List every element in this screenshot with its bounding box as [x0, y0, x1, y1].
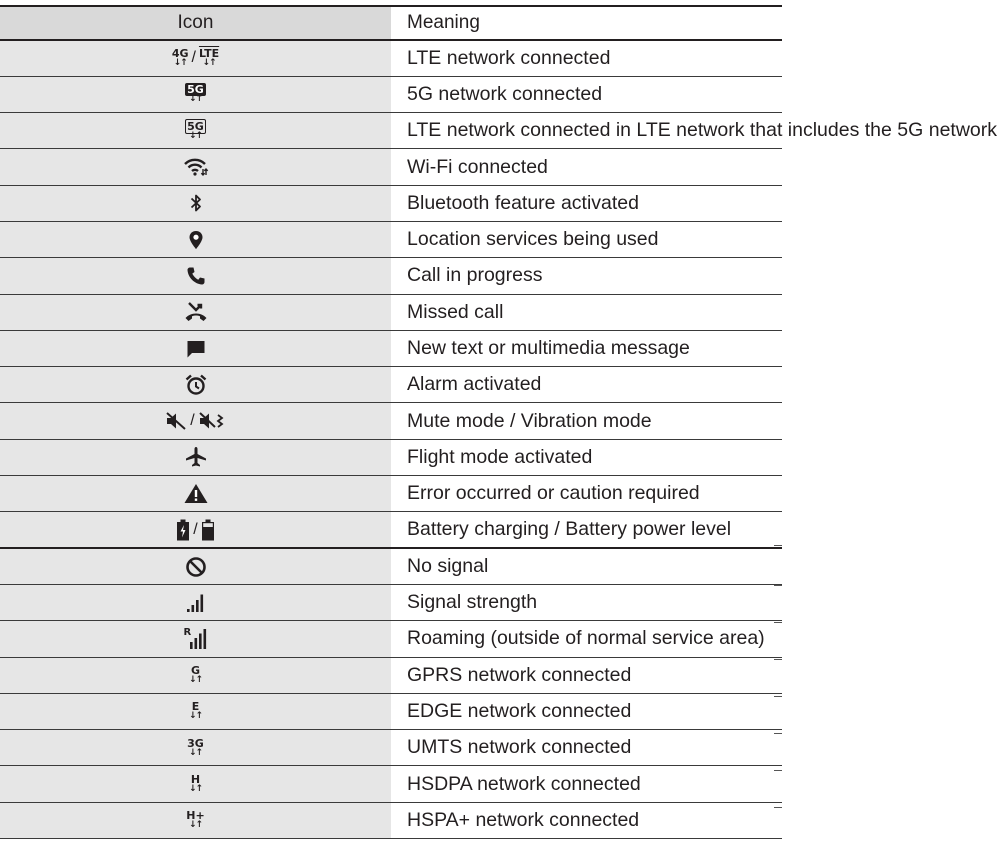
- call-icon: [186, 266, 206, 286]
- edge-tick: [774, 770, 782, 771]
- table-row: [0, 730, 782, 766]
- table-row: [0, 476, 782, 512]
- table-row: [0, 802, 782, 838]
- edge-tick: [774, 696, 782, 697]
- edge-tick: [774, 545, 782, 546]
- table-row: [0, 693, 782, 729]
- edge-tick: [774, 622, 782, 623]
- vibrate-icon: [198, 411, 226, 431]
- row-meaning: Bluetooth feature activated: [391, 185, 782, 221]
- table-header-row: [0, 6, 782, 40]
- 4g-lte-icon: 4G ↓↑ / $\overline{LTE}$ ↓↑: [0, 40, 391, 76]
- table-row: [0, 185, 782, 221]
- gprs-icon: G ↓↑: [0, 657, 391, 693]
- table-row: [0, 439, 782, 475]
- row-meaning: Roaming (outside of normal service area): [391, 621, 782, 657]
- table-row: / Mute mode / Vibration mode: [0, 403, 782, 439]
- table-row: / Battery charging / Battery power level: [0, 512, 782, 548]
- message-icon: [186, 339, 206, 359]
- location-icon: [188, 230, 204, 250]
- table-row: [0, 330, 782, 366]
- hsdpa-icon: H ↓↑: [0, 766, 391, 802]
- table-row: [0, 367, 782, 403]
- table-row: [0, 149, 782, 185]
- bluetooth-icon: [189, 193, 203, 213]
- airplane-icon: [185, 446, 207, 468]
- table-row: [0, 113, 782, 149]
- row-meaning: Mute mode / Vibration mode: [391, 403, 782, 439]
- battery-charging-icon: [176, 519, 190, 541]
- table-row: [0, 584, 782, 620]
- row-meaning: UMTS network connected: [391, 730, 782, 766]
- roaming-icon: R: [184, 628, 208, 650]
- battery-level-icon: [201, 519, 215, 541]
- mute-icon: [165, 411, 187, 431]
- no-signal-icon: [185, 556, 207, 578]
- row-meaning: LTE network connected in LTE network that includes the 5G network: [391, 113, 782, 149]
- meaning-column-header: Meaning: [391, 6, 782, 40]
- row-meaning: Location services being used: [391, 221, 782, 257]
- alarm-icon: [185, 374, 207, 396]
- row-meaning: Wi-Fi connected: [391, 149, 782, 185]
- table-row: [0, 258, 782, 294]
- edge-icon: E ↓↑: [0, 693, 391, 729]
- edge-tick: [774, 585, 782, 586]
- umts-icon: 3G ↓↑: [0, 730, 391, 766]
- row-meaning: Battery charging / Battery power level: [391, 512, 782, 548]
- table-row: [0, 621, 782, 657]
- row-meaning: New text or multimedia message: [391, 330, 782, 366]
- row-meaning: 5G network connected: [391, 76, 782, 112]
- edge-tick: [774, 659, 782, 660]
- row-meaning: Missed call: [391, 294, 782, 330]
- edge-tick: [774, 807, 782, 808]
- row-meaning: Signal strength: [391, 584, 782, 620]
- row-meaning: HSPA+ network connected: [391, 802, 782, 838]
- row-meaning: Call in progress: [391, 258, 782, 294]
- 5g-outline-icon: 5G ↓↑: [0, 113, 391, 149]
- 5g-filled-icon: 5G ↓↑: [0, 76, 391, 112]
- row-meaning: EDGE network connected: [391, 693, 782, 729]
- edge-tick: [774, 733, 782, 734]
- table-row: [0, 40, 782, 76]
- row-meaning: LTE network connected: [391, 40, 782, 76]
- row-meaning: GPRS network connected: [391, 657, 782, 693]
- missed-call-icon: [184, 301, 208, 323]
- row-meaning: Alarm activated: [391, 367, 782, 403]
- wifi-icon: [183, 157, 209, 177]
- page-edge-marks: [772, 545, 782, 845]
- icon-legend-table: [0, 5, 997, 839]
- hspa-plus-icon: H+ ↓↑: [0, 802, 391, 838]
- row-meaning: HSDPA network connected: [391, 766, 782, 802]
- row-meaning: No signal: [391, 548, 782, 584]
- row-meaning: Error occurred or caution required: [391, 476, 782, 512]
- signal-strength-icon: [186, 593, 206, 613]
- icon-column-header: Icon: [0, 6, 391, 40]
- table-row: [0, 766, 782, 802]
- table-row: [0, 76, 782, 112]
- table-row: [0, 221, 782, 257]
- row-meaning: Flight mode activated: [391, 439, 782, 475]
- table-row: [0, 294, 782, 330]
- warning-icon: [184, 483, 208, 504]
- table-row: [0, 657, 782, 693]
- table-row: [0, 548, 782, 584]
